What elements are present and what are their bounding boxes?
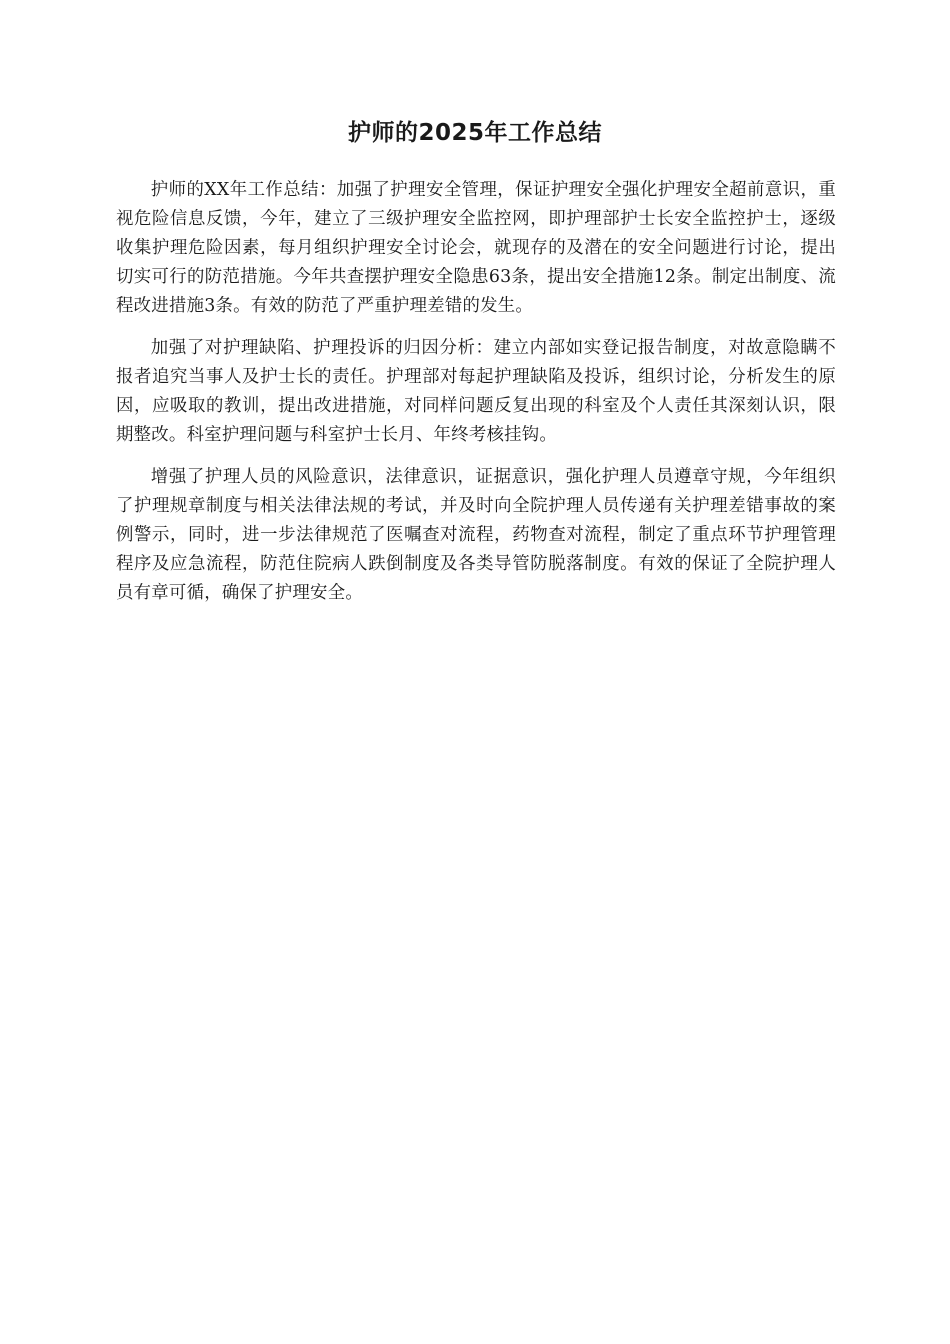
paragraph-risk-awareness: 增强了护理人员的风险意识，法律意识，证据意识，强化护理人员遵章守规，今年组织了护理规章制度与相关法律法规的考试，并及时向全院护理人员传递有关护理差错事故的案例警示，同时，进一步法律规范了医嘱查对流程，药物查对流程，制定了重点环节护理管理程序及应急流程，防范住院病人跌倒制度及各类导管防脱落制度。有效的保证了全院护理人员有章可循，确保了护理安全。 <box>116 467 836 603</box>
document-title: 护师的2025年工作总结 <box>347 120 602 146</box>
document-body <box>116 176 836 621</box>
paragraph-defect-analysis: 加强了对护理缺陷、护理投诉的归因分析：建立内部如实登记报告制度，对故意隐瞒不报者追究当事人及护士长的责任。护理部对每起护理缺陷及投诉，组织讨论，分析发生的原因，应吸取的教训，提出改进措施，对同样问题反复出现的科室及个人责任其深刻认识，限期整改。科室护理问题与科室护士长月、年终考核挂钩。 <box>116 338 836 445</box>
paragraph-safety-management: 护师的XX年工作总结：加强了护理安全管理，保证护理安全强化护理安全超前意识，重视危险信息反馈，今年，建立了三级护理安全监控网，即护理部护士长安全监控护士，逐级收集护理危险因素，每月组织护理安全讨论会，就现存的及潜在的安全问题进行讨论，提出切实可行的防范措施。今年共查摆护理安全隐患63条，提出安全措施12条。制定出制度、流程改进措施3条。有效的防范了严重护理差错的发生。 <box>116 180 836 316</box>
